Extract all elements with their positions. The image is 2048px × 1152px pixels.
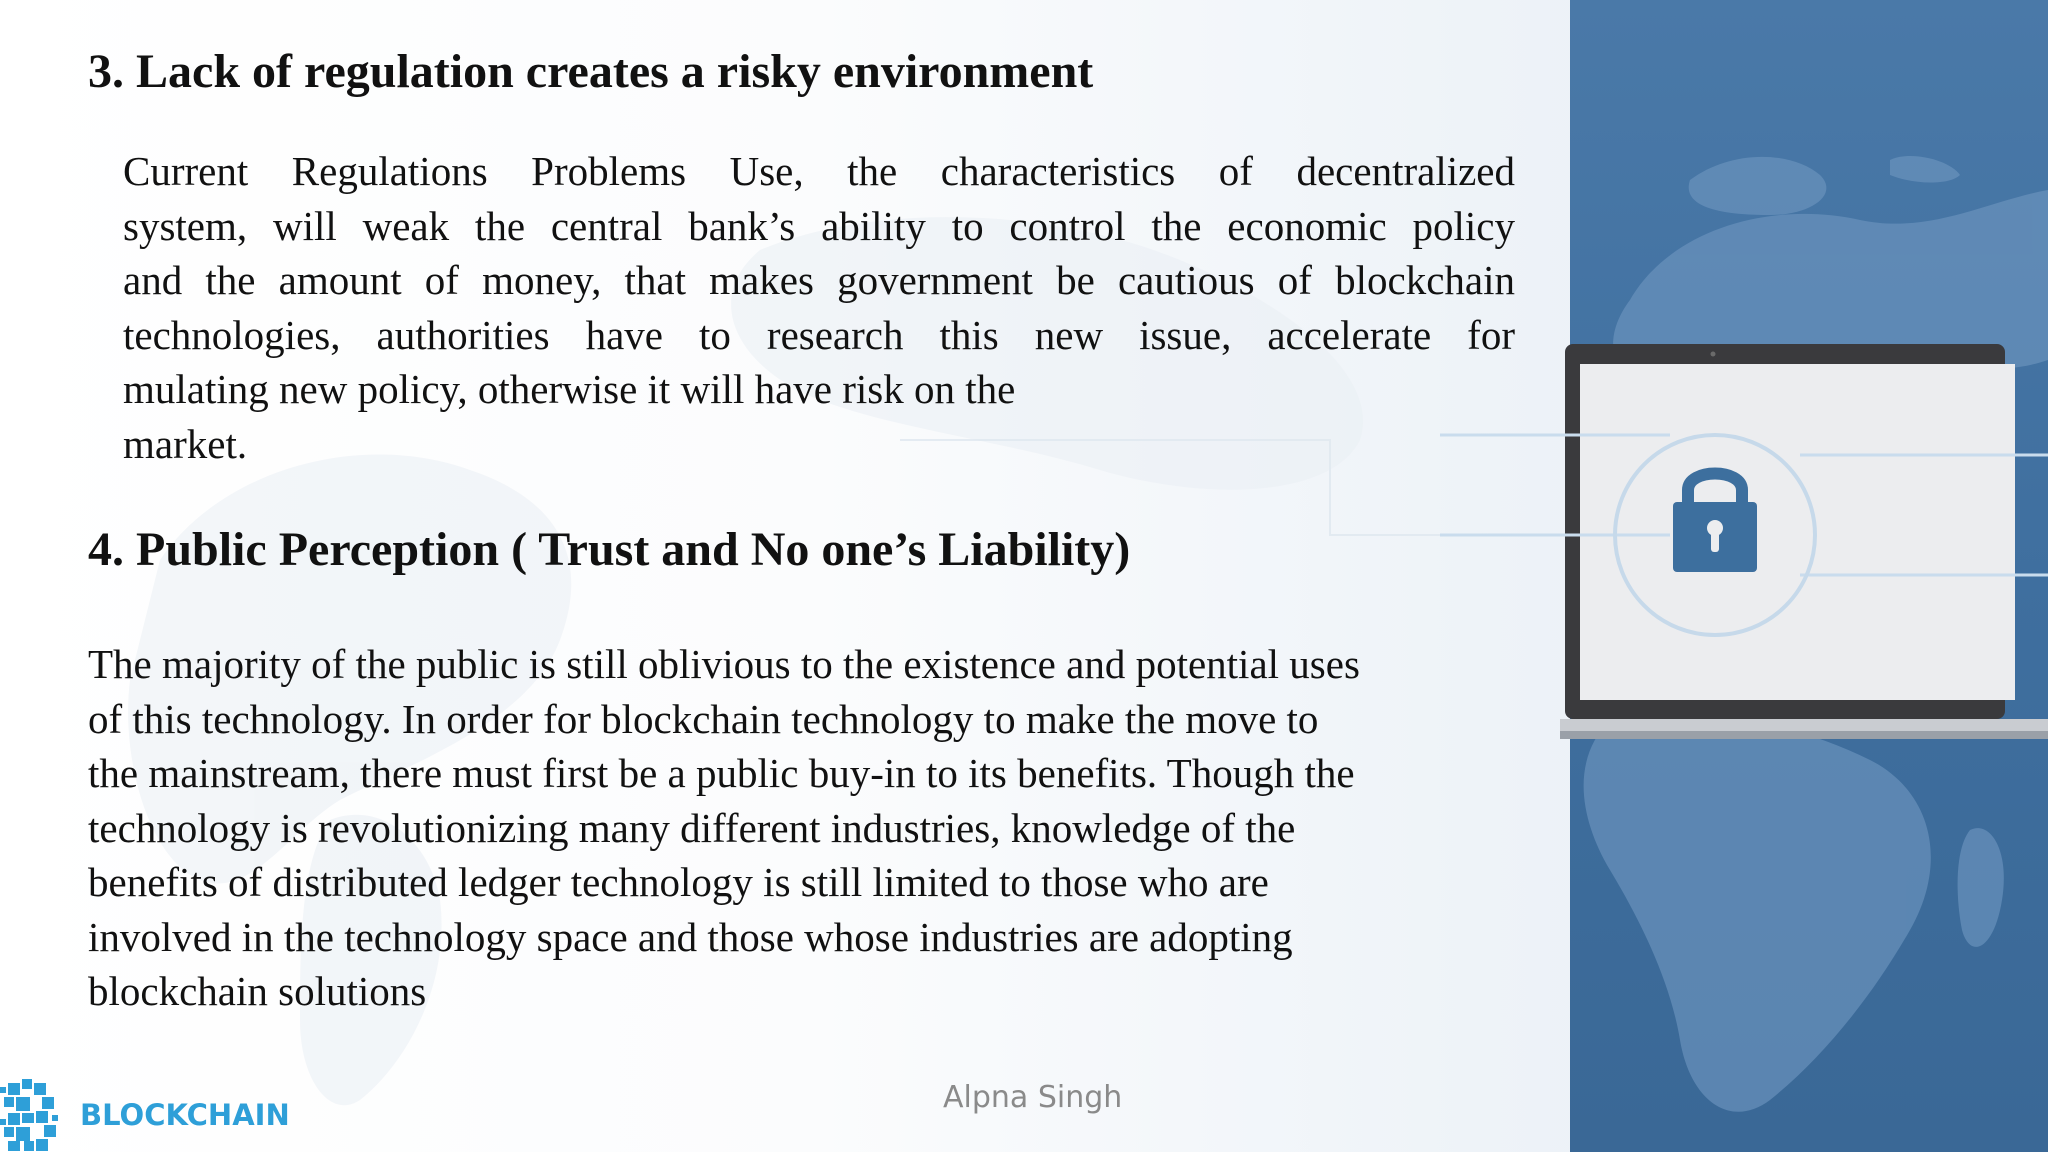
section-3-body bbox=[123, 144, 1515, 471]
section-3-line: system, will weak the central bank’s ability to control the economic policy bbox=[123, 202, 1515, 249]
section-4-line: of this technology. In order for blockchain technology to make the move to bbox=[88, 695, 1319, 742]
logo-text: BLOCKCHAIN bbox=[80, 1098, 290, 1132]
section-4-body bbox=[88, 637, 1528, 1019]
section-3-line: market. bbox=[123, 420, 248, 467]
section-3-line: Current Regulations Problems Use, the characteristics of decentralized bbox=[123, 148, 1515, 194]
section-4-line: technology is revolutionizing many different industries, knowledge of the bbox=[88, 804, 1296, 851]
author-name: Alpna Singh bbox=[943, 1080, 1123, 1115]
section-3-line: and the amount of money, that makes government be cautious of blockchain bbox=[123, 257, 1515, 303]
section-4-line: The majority of the public is still oblivious to the existence and potential uses bbox=[88, 641, 1360, 687]
section-3-line: mulating new policy, otherwise it will have risk on the bbox=[123, 366, 1016, 412]
section-4-line: the mainstream, there must first be a public buy-in to its benefits. Though the bbox=[88, 750, 1355, 796]
section-3-title: 3. Lack of regulation creates a risky environment bbox=[88, 45, 1094, 98]
section-4-line: blockchain solutions bbox=[88, 968, 427, 1014]
section-4-title: 4. Public Perception ( Trust and No one’s Liability) bbox=[88, 523, 1131, 576]
section-4-line: involved in the technology space and those whose industries are adopting bbox=[88, 913, 1293, 960]
section-3-line: technologies, authorities have to research this new issue, accelerate for bbox=[123, 311, 1515, 358]
laptop-illustration bbox=[1440, 330, 2048, 750]
section-4-line: benefits of distributed ledger technology is still limited to those who are bbox=[88, 859, 1269, 905]
